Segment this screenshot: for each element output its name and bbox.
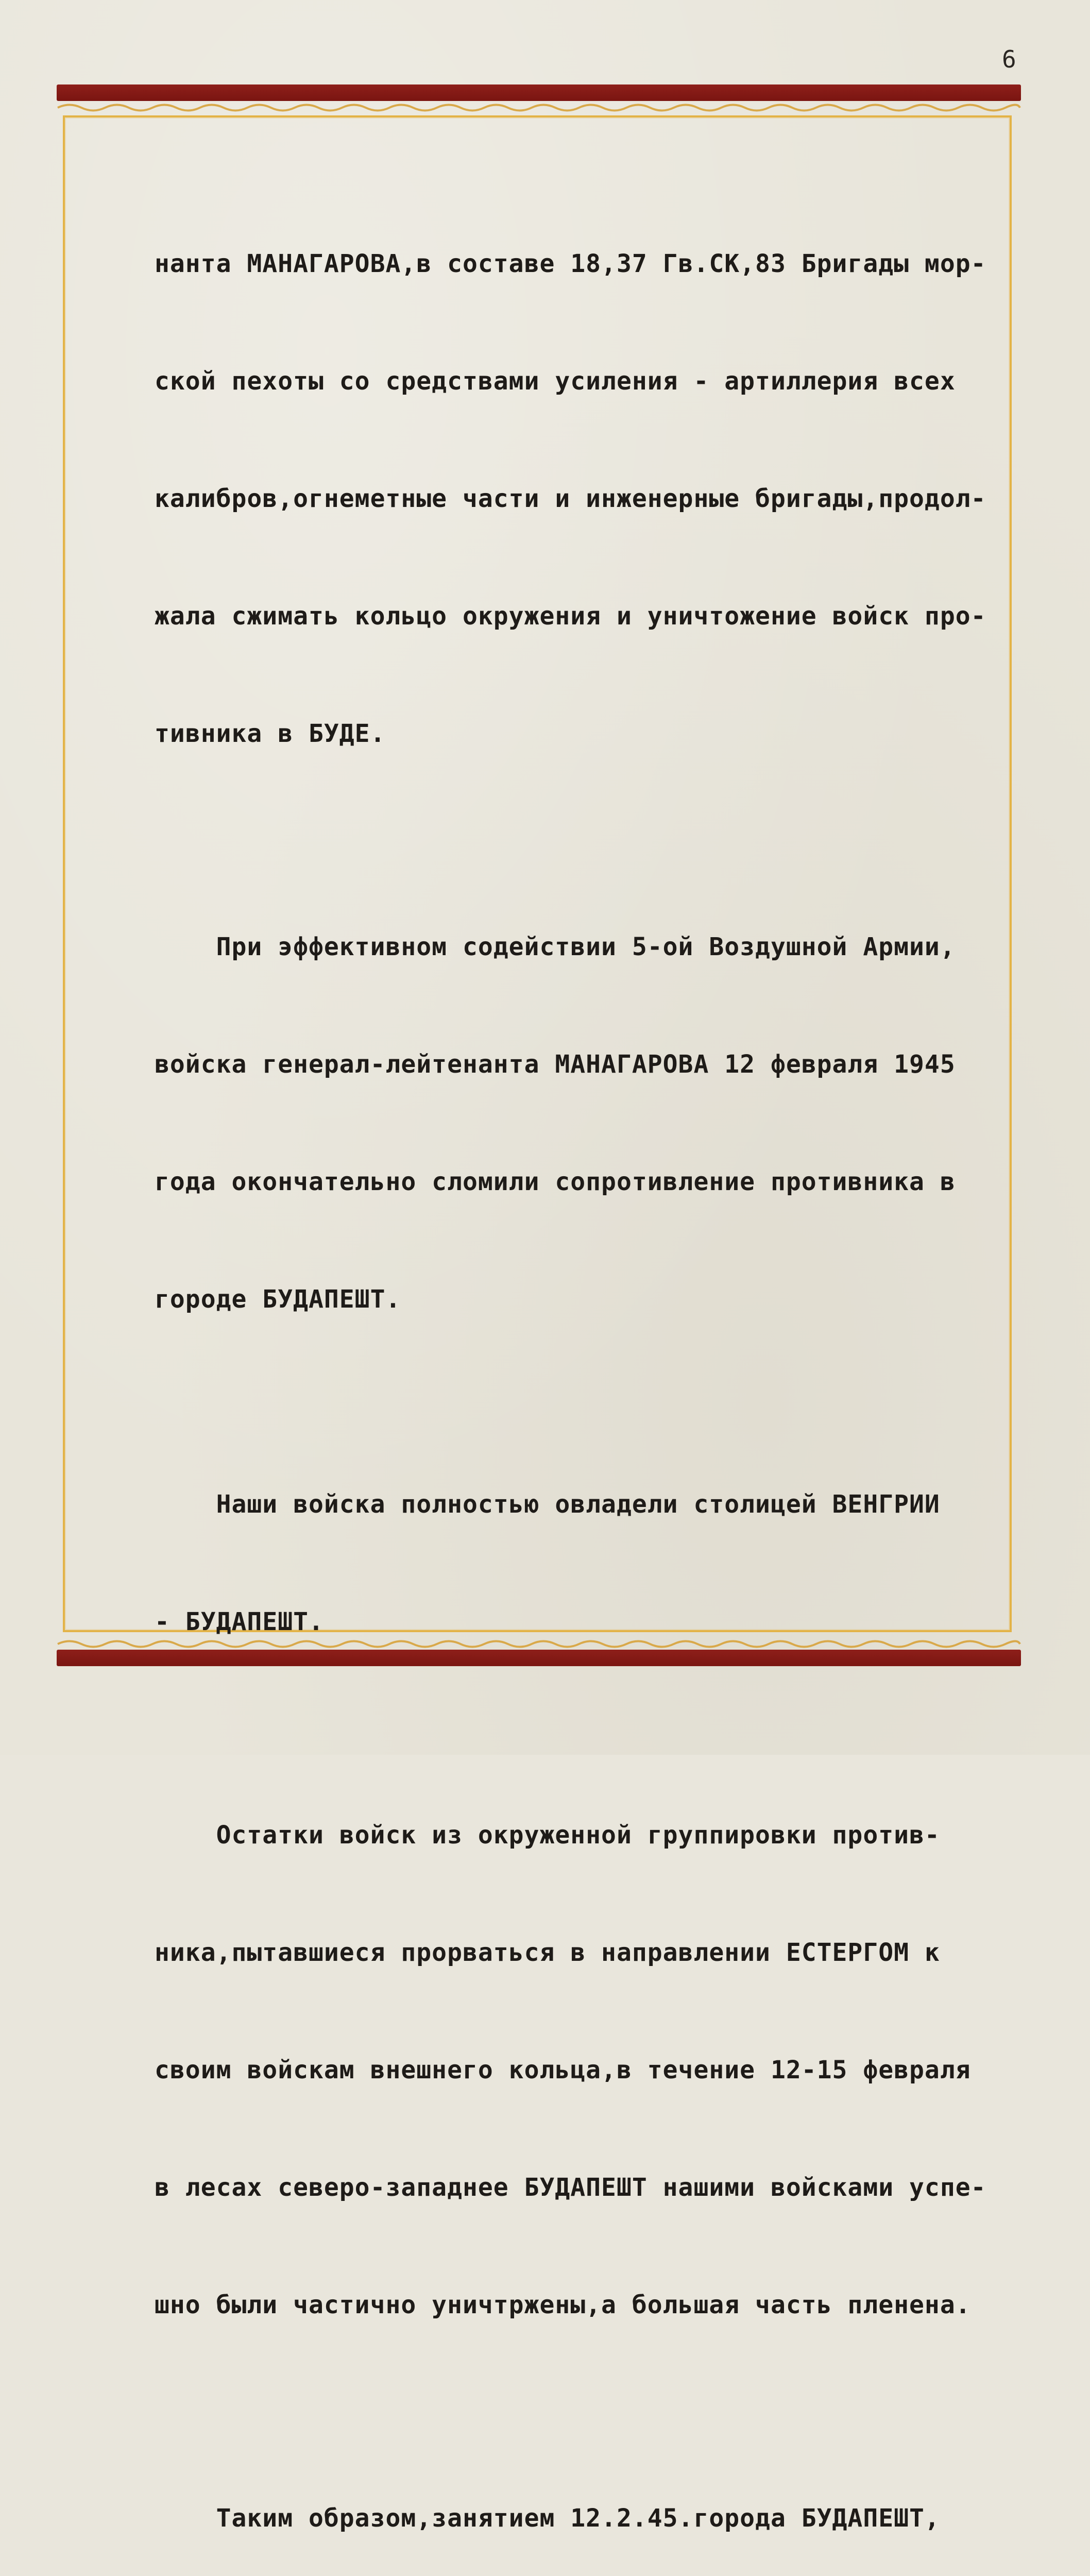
text-line: тивника в БУДЕ. (155, 719, 386, 748)
text-line: ника,пытавшиеся прорваться в направлении ЕСТЕРГОМ к (155, 1938, 940, 1967)
text-line: Остатки войск из окруженной группировки против- (155, 1821, 940, 1850)
paragraph (155, 1406, 1015, 1720)
text-line: калибров,огнеметные части и инженерные бригады,продол- (155, 484, 986, 513)
text-line: - БУДАПЕШТ. (155, 1607, 324, 1636)
text-line: года окончательно сломили сопротивление противника в (155, 1167, 956, 1196)
top-wavy-ornament (58, 102, 1020, 113)
text-line: Наши войска полностью овладели столицей ВЕНГРИИ (155, 1490, 940, 1519)
text-line: ской пехоты со средствами усиления - артиллерия всех (155, 367, 956, 396)
text-line: городе БУДАПЕШТ. (155, 1285, 401, 1314)
text-line: При эффективном содействии 5-ой Воздушной Армии, (155, 933, 956, 961)
paragraph (155, 849, 1015, 1397)
document-body (155, 166, 1015, 2576)
paragraph (155, 1737, 1015, 2403)
text-line: Таким образом,занятием 12.2.45.города БУДАПЕШТ, (155, 2504, 940, 2533)
text-line: шно были частично уничтржены,а большая часть пленена. (155, 2291, 971, 2319)
text-line: своим войскам внешнего кольца,в течение 12-15 февраля (155, 2056, 971, 2084)
page-number: 6 (1002, 45, 1016, 73)
text-line: нанта МАНАГАРОВА,в составе 18,37 Гв.СК,83 Бригады мор- (155, 249, 986, 278)
text-line: в лесах северо-западнее БУДАПЕШТ нашими войсками успе- (155, 2173, 986, 2202)
top-ornamental-band (57, 84, 1021, 101)
paragraph (155, 166, 1015, 832)
paragraph (155, 2420, 1015, 2576)
text-line: войска генерал-лейтенанта МАНАГАРОВА 12 февраля 1945 (155, 1050, 956, 1079)
text-line: жала сжимать кольцо окружения и уничтожение войск про- (155, 602, 986, 631)
